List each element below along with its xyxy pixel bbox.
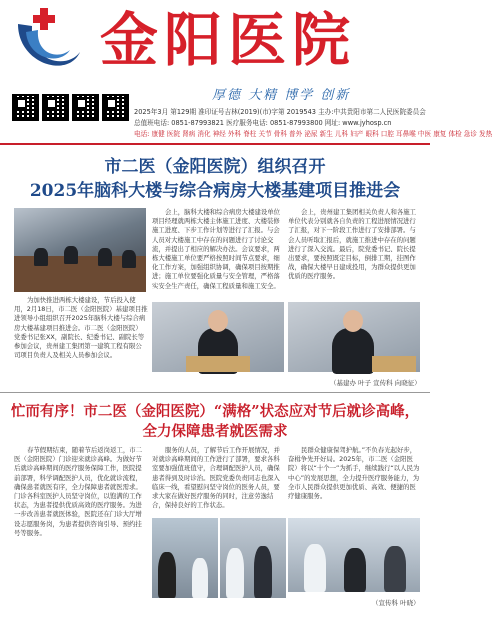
article2-headline-line1: 忙而有序！市二医（金阳医院）“满格”状态应对节后就诊高峰， (10, 403, 420, 420)
article-divider (0, 392, 430, 393)
article2-column-right: 民群众健康保驾护航。”不负春光起好步，奋楫争先开好局。2025年，市二医（金阳医院）将以“十个一”为抓手，继续践行“以人民为中心”的发展思想，全力提升医疗服务能力，为全市人民群众提供更加优质、高效、便捷的医疗健康服务。 (288, 446, 420, 501)
clinic-photo-3 (288, 518, 420, 592)
article2-column-middle: 服务的人员，了解节后工作开展情况，并对就诊高峰期间的工作进行了部署，要求各科室要加强值班值守，合理调配医护人员，确保患者得到及时诊治。医院党委负责同志也深入临床一线，看望慰问坚守岗位的医务人员，要求大家在做好医疗服务的同时，注意劳逸结合，保持良好的工作状态。 (152, 446, 281, 510)
masthead-title: 金阳医院 (100, 6, 357, 74)
qr-code-icon (42, 94, 69, 121)
article1-column-right: 会上，贵州建工集团相关负责人和各施工单位代表分别就各自负责的工程进展情况进行了汇报，对下一阶段工作进行了安排部署。与会人员听取汇报后，就施工推进中存在的问题进行了深入交流。最后，院党委书记、院长提出要求，要按照既定目标，倒排工期，挂图作战，确保大楼早日建成投用，为群众提供更加优质的医疗服务。 (288, 208, 417, 281)
qr-code-icon (12, 94, 39, 121)
article2-headline-line2: 全力保障患者就医需求 (142, 423, 288, 440)
masthead-slogan: 厚德 大精 博学 创新 (212, 88, 351, 103)
hospital-logo-icon (8, 4, 86, 80)
meeting-photo (14, 208, 146, 292)
issue-department-line: 电话: 康健 医院 肾病 消化 神经 外科 脊柱 关节 骨科 普外 泌尿 新生 儿科 妇产 眼科 口腔 耳鼻喉 中医 康复 体检 急诊 发热 (134, 130, 492, 138)
article2-column-left: 春节假期结束，随着节后返岗返工，市二医（金阳医院）门诊迎来就诊高峰。为做好节后就诊高峰期间的医疗服务保障工作，医院提前部署，科学调配医护人员，优化就诊流程，确保患者就医有序，全力保障患者就医需求。门诊各科室医护人员坚守岗位，以饱满的工作状态，为患者提供优质高效的医疗服务。为进一步改善患者就医体验，医院还在门诊大厅增设志愿服务岗，为患者提供咨询引导、预约挂号等服务。 (14, 446, 143, 537)
issue-contact-line: 总值班电话: 0851-87993821 医疗服务电话: 0851-87993800 网址: www.jyhosp.cn (134, 119, 392, 127)
issue-info-line: 2025年3月 第129期 准印证号吉林(2019)(市)字第 2019543 主办:中共贵阳市第二人民医院委员会 (134, 108, 426, 116)
header-divider (0, 143, 430, 145)
article1-intro-text: 为加快推进两栋大楼建设，节后投入使用，2月18日，市二医（金阳医院）基建项目推进领导小组组织召开2025年脑科大楼与综合病房大楼基建项目推进会。市二医（金阳医院）党委书记张XX，副院长、纪委书记、副院长等参加会议，贵州建工集团第一建筑工程有限公司项目负责人及相关人员参加会议。 (14, 296, 148, 360)
speaker-photo-left (152, 302, 284, 372)
article1-column-middle: 会上，脑科大楼和综合病房大楼建设单位项目经理就两栋大楼主体施工进度、大楼装修施工进度、下步工作计划等进行了汇报。与会人员对大楼施工中存在的问题进行了讨论交流，并提出了相应的解决办法。会议要求，两栋大楼施工单位要严格按照时间节点要求，细化工作方案，加强组织协调，确保项目按期推进；施工单位要强化质量与安全管理，严格落实安全生产责任，确保工程质量和施工安全。 (152, 208, 281, 290)
article2-photo-caption: （宣传科 叶晓） (372, 599, 420, 607)
article1-photo-caption: （基建办 叶子 宣传科 向晓征） (330, 379, 421, 387)
article1-headline-line1: 市二医（金阳医院）组织召开 (104, 157, 326, 177)
qr-code-group (12, 94, 132, 136)
clinic-photo-1 (152, 518, 218, 598)
qr-code-icon (102, 94, 129, 121)
clinic-photo-2 (220, 518, 286, 598)
qr-code-icon (72, 94, 99, 121)
article1-headline-line2: 2025年脑科大楼与综合病房大楼基建项目推进会 (29, 181, 401, 201)
speaker-photo-right (288, 302, 420, 372)
